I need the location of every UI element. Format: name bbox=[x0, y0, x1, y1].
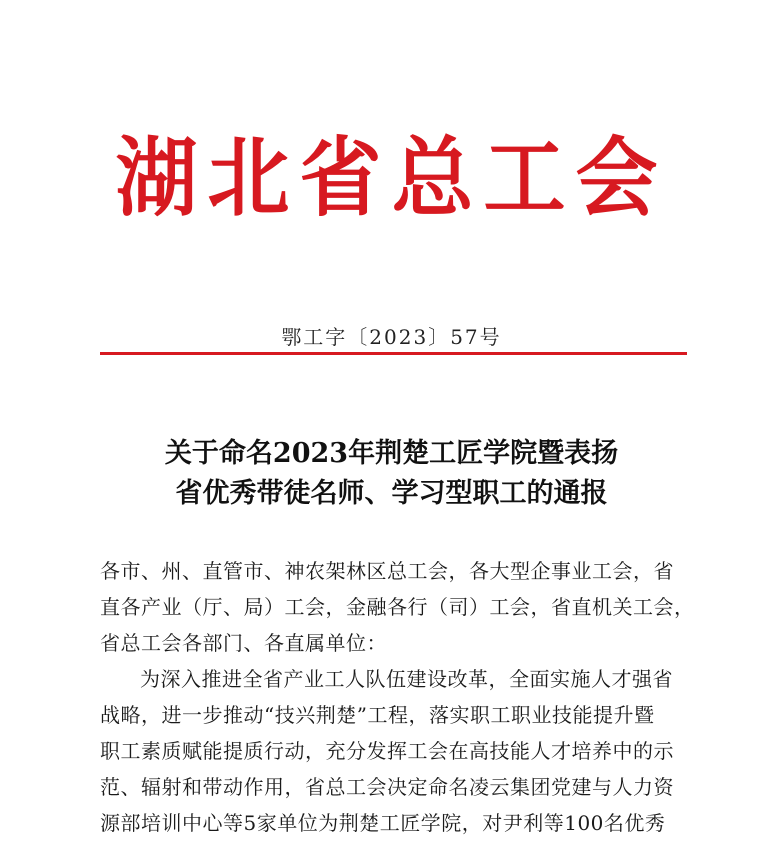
body-line: 各市、州、直管市、神农架林区总工会，各大型企事业工会，省 bbox=[100, 559, 674, 583]
body-line: 省总工会各部门、各直属单位： bbox=[100, 631, 387, 655]
body-line: 直各产业（厅、局）工会，金融各行（司）工会，省直机关工会， bbox=[100, 595, 695, 619]
body-line: 职工素质赋能提质行动，充分发挥工会在高技能人才培养中的示 bbox=[100, 739, 674, 763]
body-line: 战略，进一步推动“技兴荆楚”工程，落实职工职业技能提升暨 bbox=[100, 703, 655, 727]
document-number: 鄂工字〔2023〕57号 bbox=[281, 325, 502, 349]
body-line: 源部培训中心等5家单位为荆楚工匠学院，对尹利等100名优秀 bbox=[100, 811, 666, 835]
document-title-line-1: 关于命名2023年荆楚工匠学院暨表扬 bbox=[164, 438, 619, 469]
red-divider-line bbox=[100, 352, 687, 355]
document-title-line-2: 省优秀带徒名师、学习型职工的通报 bbox=[175, 478, 608, 509]
document-body bbox=[100, 553, 695, 841]
organization-masthead: 湖北省总工会 bbox=[115, 127, 668, 229]
body-line: 范、辐射和带动作用，省总工会决定命名凌云集团党建与人力资 bbox=[100, 775, 674, 799]
document-title bbox=[0, 434, 783, 514]
body-line: 为深入推进全省产业工人队伍建设改革，全面实施人才强省 bbox=[140, 667, 673, 691]
